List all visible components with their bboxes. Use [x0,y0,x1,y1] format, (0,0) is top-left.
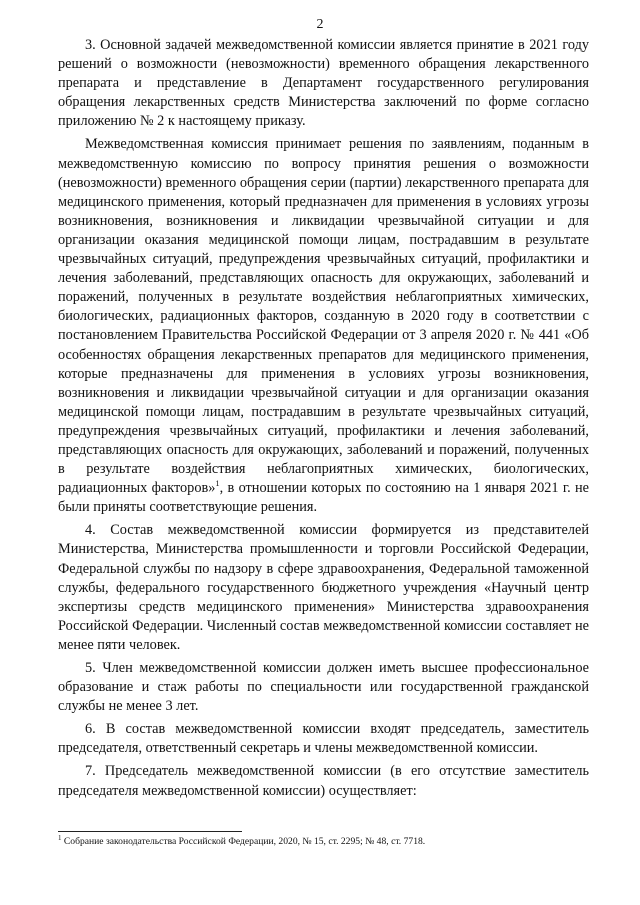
paragraph-7: 7. Председатель межведомственной комиссии (в его отсутствие заместитель председателя межведомственной комиссии) осуществляет: [58,763,589,799]
footnote-text: Собрание законодательства Российской Федерации, 2020, № 15, ст. 2295; № 48, ст. 7718. [61,836,426,847]
paragraph-commission-decisions-tail: , в отношении которых по состоянию на 1 января 2021 г. не были приняты соответствующие решения. [58,480,590,516]
paragraph-4: 4. Состав межведомственной комиссии формируется из представителей Министерства, Министерства промышленности и торговли Российской Федерации, Федеральной службы по надзору в сфере здравоохранения, Федеральной таможенной службы, федерального государственного бюджетного учреждения «Научный центр экспертизы средств медицинского применения» Министерства здравоохранения Российской Федерации. Численный состав межведомственной комиссии составляет не менее пяти человек. [58,522,589,653]
footnote-reference[interactable]: 1 [215,478,220,489]
paragraph-6: 6. В состав межведомственной комиссии входят председатель, заместитель председателя, ответственный секретарь и члены межведомственной комиссии. [58,721,589,757]
page-number: 2 [316,17,324,32]
footnote [58,833,598,848]
footnote-divider [58,831,242,832]
footnote-marker: 1 [58,833,62,842]
paragraph-3: 3. Основной задачей межведомственной комиссии является принятие в 2021 году решений о возможности (невозможности) временного обращения лекарственного препарата и представление в Департамент государственного регулирования обращения лекарственных средств Министерства заключений по форме согласно приложению № 2 к настоящему приказу. [58,37,589,130]
paragraph-commission-decisions-text: Межведомственная комиссия принимает решения по заявлениям, поданным в межведомственную комиссию по вопросу принятия решения о возможности (невозможности) временного обращения серии (партии) лекарственного препарата для медицинского применения, который предназначен для применения в условиях угрозы возникновения, возникновения и ликвидации чрезвычайной ситуации и для организации оказания медицинской помощи лицам, пострадавшим в результате чрезвычайных ситуаций, предупреждения чрезвычайных ситуаций, профилактики и лечения заболеваний, представляющих опасность для окружающих, заболеваний и поражений, полученных в результате воздействия неблагоприятных химических, биологических, радиационных факторов, созданную в 2020 году в соответствии с постановлением Правительства Российской Федерации от 3 апреля 2020 г. № 441 «Об особенностях обращения лекарственных препаратов для медицинского применения, которые предназначены для применения в условиях угрозы возникновения, возникновения и ликвидации чрезвычайной ситуации и для организации оказания медицинской помощи лицам, пострадавшим в результате чрезвычайных ситуаций, предупреждения чрезвычайных ситуаций, профилактики и лечения заболеваний, представляющих опасность для окружающих, заболеваний и поражений, полученных в результате воздействия неблагоприятных химических, биологических, радиационных факторов» [58,136,589,497]
paragraph-5: 5. Член межведомственной комиссии должен иметь высшее профессиональное образование и стаж работы по специальности или государственной гражданской службы не менее 3 лет. [58,660,589,715]
document-body [58,36,589,801]
paragraph-commission-decisions [58,135,589,517]
